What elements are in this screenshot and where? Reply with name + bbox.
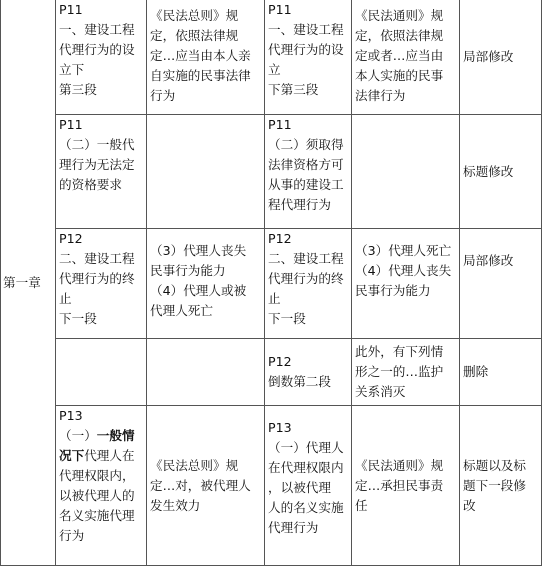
original-content-cell	[147, 229, 265, 339]
change-type-cell	[460, 0, 542, 115]
cell-line: 一、建设工程	[59, 22, 135, 37]
original-location-cell	[56, 406, 147, 566]
cell-line: （3）代理人死亡	[355, 243, 452, 258]
cell-line: 代理行为	[268, 520, 319, 535]
cell-line: 代理行为的终	[59, 271, 135, 286]
cell-line: 删除	[463, 364, 489, 379]
cell-line: P11	[268, 2, 292, 17]
chapter-cell: 第一章	[1, 0, 56, 566]
cell-line: 民事行为能力	[150, 263, 226, 278]
cell-line: 《民法总则》规	[150, 457, 239, 473]
cell-line: 法律资格方可	[268, 157, 344, 172]
table-row	[1, 229, 542, 339]
cell-line: 止	[59, 291, 72, 306]
cell-line	[59, 426, 145, 446]
revised-content-cell	[352, 0, 460, 115]
cell-line: 倒数第二段	[268, 374, 331, 389]
cell-line: ，以被代理	[268, 480, 331, 495]
cell-line: （4）代理人丧失	[355, 263, 452, 278]
cell-line: 定，依照法律规	[150, 28, 239, 43]
cell-line: P12	[268, 354, 292, 369]
change-type-cell	[460, 406, 542, 566]
cell-line: 《民法总则》规	[150, 8, 239, 23]
cell-line: 代理权限内，	[59, 468, 135, 483]
cell-line	[59, 446, 145, 466]
cell-line: （3）代理人丧失	[150, 243, 247, 258]
cell-line: 代理行为的终	[268, 271, 344, 286]
cell-line: 理行为无法定	[59, 157, 135, 172]
cell-line: 立	[268, 62, 281, 77]
cell-line: 下一段	[268, 311, 306, 326]
cell-line: 法律行为	[355, 88, 406, 103]
cell-line: P13	[268, 420, 292, 435]
revised-content-cell	[352, 229, 460, 339]
cell-line: 定…对，被代理人	[150, 477, 251, 493]
cell-line: 标题修改	[463, 163, 514, 179]
table-row	[1, 406, 542, 566]
original-content-cell	[147, 406, 265, 566]
cell-line: 此外，有下列情	[355, 344, 444, 359]
cell-line: 民事行为能力	[355, 283, 431, 298]
table-row	[1, 115, 542, 229]
cell-line: P11	[59, 117, 83, 132]
cell-line: P12	[268, 231, 292, 246]
change-type-cell	[460, 339, 542, 406]
cell-line: 程代理行为	[268, 197, 331, 212]
heading-prefix: （一）	[59, 428, 97, 443]
cell-line: 发生效力	[150, 497, 201, 513]
cell-line: P11	[268, 117, 292, 132]
cell-line: （二）须取得	[268, 137, 344, 152]
plain-text: 代理人在	[84, 448, 135, 463]
cell-line: 标题以及标	[463, 457, 526, 473]
cell-line: P12	[59, 231, 83, 246]
bold-text: 一般情	[96, 428, 135, 443]
cell-line: 定或者…应当由	[355, 48, 444, 63]
cell-line: 立下	[59, 62, 85, 77]
cell-line: 行为	[59, 528, 85, 543]
original-location-cell	[56, 0, 147, 115]
cell-line: 自实施的民事法律	[150, 68, 251, 83]
cell-line: 关系消灭	[355, 384, 406, 399]
bold-text: 况下	[59, 448, 85, 463]
cell-line: 定…承担民事责	[355, 477, 444, 493]
cell-line: 一、建设工程	[268, 22, 344, 37]
change-type-cell	[460, 115, 542, 229]
revised-content-cell	[352, 339, 460, 406]
revised-location-cell	[265, 115, 352, 229]
cell-line: （4）代理人或被	[150, 283, 247, 298]
cell-line: 下一段	[59, 311, 97, 326]
revised-location-cell	[265, 406, 352, 566]
cell-line: 行为	[150, 88, 176, 103]
cell-line: 本人实施的民事	[355, 68, 444, 83]
cell-line: 改	[463, 497, 476, 513]
cell-line: 的资格要求	[59, 177, 122, 192]
cell-line: （二）一般代	[59, 137, 135, 152]
cell-line: 代理行为的设	[268, 42, 344, 57]
cell-line: 形之一的…监护	[355, 364, 444, 379]
revised-location-cell	[265, 229, 352, 339]
original-location-cell	[56, 339, 147, 406]
cell-line: 《民法通则》规	[355, 457, 444, 473]
cell-line: 《民法通则》规	[355, 8, 444, 23]
cell-line: 名义实施代理	[59, 508, 135, 523]
cell-line: 以被代理人的	[59, 488, 135, 503]
cell-line: 在代理权限内	[268, 460, 344, 475]
cell-line: 人的名义实施	[268, 500, 344, 515]
cell-line: 下第三段	[268, 82, 319, 97]
cell-line: 定，依照法律规	[355, 28, 444, 43]
revised-location-cell	[265, 0, 352, 115]
cell-line: P13	[59, 408, 83, 423]
revised-location-cell	[265, 339, 352, 406]
cell-line: 定…应当由本人亲	[150, 48, 251, 63]
change-type-cell	[460, 229, 542, 339]
table-row	[1, 339, 542, 406]
original-location-cell	[56, 229, 147, 339]
table-row	[1, 0, 542, 115]
cell-line: 代理人死亡	[150, 303, 213, 318]
original-content-cell	[147, 339, 265, 406]
cell-line: 局部修改	[463, 253, 514, 268]
revised-content-cell	[352, 115, 460, 229]
cell-line: 止	[268, 291, 281, 306]
cell-line: 二、建设工程	[59, 251, 135, 266]
cell-line: P11	[59, 2, 83, 17]
revised-content-cell	[352, 406, 460, 566]
cell-line: 二、建设工程	[268, 251, 344, 266]
original-content-cell	[147, 115, 265, 229]
cell-line: 第三段	[59, 82, 97, 97]
cell-line: 任	[355, 497, 368, 513]
original-location-cell	[56, 115, 147, 229]
cell-line: 从事的建设工	[268, 177, 344, 192]
cell-line: 局部修改	[463, 49, 514, 64]
original-content-cell	[147, 0, 265, 115]
cell-line: （一）代理人	[268, 440, 344, 455]
cell-line: 题下一段修	[463, 477, 526, 493]
cell-line: 代理行为的设	[59, 42, 135, 57]
